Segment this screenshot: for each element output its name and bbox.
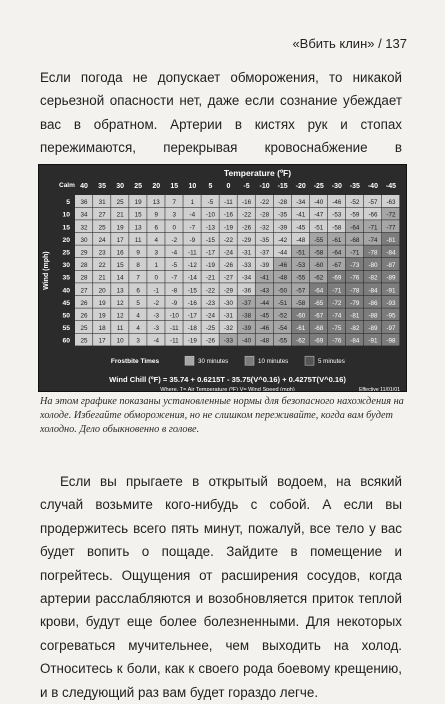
temperature-header: 25 <box>134 183 143 190</box>
cell-value: -31 <box>223 312 234 320</box>
cell-value: 15 <box>116 262 124 270</box>
wind-speed-label: 10 <box>62 211 70 219</box>
cell-value: -27 <box>223 274 234 282</box>
cell-value: -95 <box>386 312 396 320</box>
cell-value: -23 <box>205 299 215 307</box>
cell-value: -48 <box>278 274 288 282</box>
cell-value: -50 <box>278 287 288 295</box>
cell-value: -81 <box>350 312 360 320</box>
temperature-header: -45 <box>385 183 397 190</box>
cell-value: 1 <box>190 199 195 207</box>
wind-speed-label: 55 <box>62 325 70 333</box>
wind-chill-formula: Wind Chill (ºF) = 35.74 + 0.6215T - 35.75(V^0.16) + 0.4275T(V^0.16) <box>109 375 346 385</box>
cell-value: 36 <box>80 199 88 207</box>
temperature-header: 10 <box>188 183 197 190</box>
calm-label: Calm <box>59 182 75 189</box>
cell-value: -84 <box>368 287 378 295</box>
cell-value: -52 <box>350 199 360 207</box>
cell-value: 17 <box>98 337 106 345</box>
cell-value: -41 <box>296 211 306 219</box>
cell-value: -37 <box>260 249 270 257</box>
cell-value: -68 <box>350 236 360 244</box>
cell-value: -98 <box>386 337 396 345</box>
chart-title: Temperature (ºF) <box>223 168 292 178</box>
cell-value: 25 <box>80 325 88 333</box>
cell-value: 0 <box>154 274 159 282</box>
cell-value: -24 <box>223 249 234 257</box>
cell-value: -2 <box>171 236 178 244</box>
wind-speed-label: 35 <box>62 274 70 282</box>
wind-speed-label: 40 <box>62 287 70 295</box>
cell-value: -91 <box>386 287 396 295</box>
wind-speed-label: 15 <box>62 224 70 232</box>
cell-value: -58 <box>332 224 342 232</box>
cell-value: 3 <box>172 211 177 219</box>
cell-value: -29 <box>223 287 234 295</box>
cell-value: -61 <box>296 325 306 333</box>
effective-date: Effective 11/01/01 <box>358 387 400 391</box>
cell-value: -51 <box>314 224 324 232</box>
cell-value: 23 <box>98 249 106 257</box>
cell-value: -8 <box>171 287 178 295</box>
cell-value: 8 <box>136 262 140 270</box>
cell-value: -55 <box>314 236 324 244</box>
cell-value: 6 <box>154 224 159 232</box>
cell-value: 4 <box>136 325 140 333</box>
wind-speed-label: 5 <box>66 199 70 207</box>
cell-value: -4 <box>153 337 160 345</box>
paragraph-2: Если вы прыгаете в открытый водоем, на всякий случай возьмите кого-нибудь с собой. А если вы продержитесь всего пять минут, пожалуй, все тело у вас будет вопить о пощаде. Зайдите в помещение и погрейтесь. Ощущения от расширения сосудов, когда артерии расслабляются и возобновляется приток теплой крови, будут еще более болезненными. Для некоторых согреваться мучительнее, чем выходить на холод. Относитесь к боли, как к своего рода боевому крещению, и в следующий раз вам будет гораздо легче. <box>40 474 402 700</box>
wind-chill-chart <box>38 164 407 392</box>
temperature-header: 30 <box>116 183 125 190</box>
cell-value: 15 <box>134 211 142 219</box>
cell-value: 11 <box>134 236 142 244</box>
cell-value: -61 <box>332 236 342 244</box>
cell-value: -55 <box>278 337 288 345</box>
cell-value: -62 <box>314 274 324 282</box>
temperature-header: 20 <box>152 183 161 190</box>
cell-value: 3 <box>136 337 140 345</box>
cell-value: -66 <box>368 211 378 219</box>
cell-value: -1 <box>153 287 160 295</box>
cell-value: 27 <box>98 211 106 219</box>
cell-value: -4 <box>171 249 178 257</box>
cell-value: -16 <box>223 211 234 219</box>
cell-value: -39 <box>241 325 252 333</box>
cell-value: 16 <box>116 249 124 257</box>
cell-value: -87 <box>386 262 396 270</box>
formula-note: Where, T= Air Temperature (ºF) V= Wind Speed (mph) <box>160 387 295 391</box>
cell-value: 25 <box>80 337 88 345</box>
cell-value: -32 <box>260 224 270 232</box>
figure-caption: На этом графике показаны установленные нормы для безопасного нахождения на холоде. Избегайте обморожения, но не слишком переживайте, когда вам будет холодно. Дело обыкновенно в голове. <box>40 396 404 435</box>
cell-value: -47 <box>314 211 324 219</box>
cell-value: -78 <box>350 287 360 295</box>
cell-value: -46 <box>332 199 342 207</box>
cell-value: -51 <box>296 249 306 257</box>
cell-value: -22 <box>241 211 252 219</box>
wind-speed-label: 45 <box>62 299 70 307</box>
temperature-header: 35 <box>98 183 106 190</box>
cell-value: -5 <box>171 262 178 270</box>
cell-value: -31 <box>241 249 252 257</box>
cell-value: -69 <box>314 337 324 345</box>
cell-value: 27 <box>80 287 88 295</box>
cell-value: 0 <box>172 224 177 232</box>
legend-label: Frostbite Times <box>110 358 160 366</box>
cell-value: -11 <box>224 199 233 207</box>
wind-axis-label: Wind (mph) <box>43 251 50 290</box>
cell-value: -84 <box>386 249 396 257</box>
cell-value: -58 <box>296 299 306 307</box>
cell-value: -39 <box>260 262 270 270</box>
cell-value: -25 <box>205 325 215 333</box>
cell-value: -82 <box>368 274 378 282</box>
cell-value: 32 <box>80 224 88 232</box>
cell-value: -21 <box>205 274 215 282</box>
cell-value: -9 <box>189 236 196 244</box>
cell-value: -4 <box>189 211 196 219</box>
cell-value: -19 <box>187 337 197 345</box>
cell-value: -35 <box>278 211 288 219</box>
cell-value: -40 <box>241 337 252 345</box>
cell-value: 25 <box>98 224 106 232</box>
legend-item: 30 minutes <box>198 358 229 366</box>
cell-value: -33 <box>241 262 252 270</box>
cell-value: 12 <box>116 312 124 320</box>
cell-value: 12 <box>116 299 124 307</box>
cell-value: -59 <box>350 211 360 219</box>
cell-value: -77 <box>386 224 396 232</box>
cell-value: -68 <box>314 325 324 333</box>
cell-value: -26 <box>223 262 234 270</box>
cell-value: 14 <box>116 274 124 282</box>
wind-speed-label: 20 <box>62 236 70 244</box>
cell-value: -64 <box>314 287 324 295</box>
cell-value: 11 <box>116 325 124 333</box>
cell-value: -73 <box>350 262 360 270</box>
cell-value: 24 <box>98 236 106 244</box>
cell-value: -64 <box>332 249 342 257</box>
cell-value: -10 <box>169 312 179 320</box>
cell-value: -19 <box>223 224 234 232</box>
cell-value: -34 <box>296 199 306 207</box>
cell-value: 18 <box>98 325 106 333</box>
cell-value: -48 <box>260 337 270 345</box>
cell-value: 31 <box>98 199 106 207</box>
cell-value: -71 <box>332 287 342 295</box>
cell-value: -11 <box>188 249 197 257</box>
wind-speed-label: 60 <box>62 337 70 345</box>
temperature-header: -35 <box>349 183 360 190</box>
cell-value: 19 <box>98 299 106 307</box>
cell-value: -67 <box>332 262 342 270</box>
wind-speed-label: 50 <box>62 312 70 320</box>
cell-value: -60 <box>296 312 306 320</box>
cell-value: -65 <box>314 299 324 307</box>
cell-value: 6 <box>136 287 140 295</box>
cell-value: -36 <box>241 287 252 295</box>
cell-value: 4 <box>136 312 140 320</box>
cell-value: 17 <box>116 236 124 244</box>
cell-value: -84 <box>350 337 360 345</box>
cell-value: -76 <box>350 274 360 282</box>
cell-value: -89 <box>386 274 396 282</box>
cell-value: -89 <box>368 325 378 333</box>
cell-value: 1 <box>154 262 159 270</box>
cell-value: -88 <box>368 312 378 320</box>
cell-value: 3 <box>154 249 159 257</box>
cell-value: -91 <box>368 337 378 345</box>
wind-speed-label: 30 <box>62 262 70 270</box>
cell-value: 21 <box>98 274 106 282</box>
temperature-header: -25 <box>313 183 324 190</box>
cell-value: -46 <box>278 262 288 270</box>
cell-value: -58 <box>314 249 324 257</box>
cell-value: -67 <box>314 312 324 320</box>
cell-value: -26 <box>205 337 215 345</box>
cell-value: -74 <box>368 236 378 244</box>
cell-value: -32 <box>223 325 234 333</box>
cell-value: -40 <box>314 199 324 207</box>
cell-value: 10 <box>116 337 124 345</box>
cell-value: -16 <box>187 299 197 307</box>
wind-chill-table-svg <box>39 165 406 391</box>
cell-value: -5 <box>207 199 214 207</box>
cell-value: 13 <box>116 287 124 295</box>
cell-value: 34 <box>80 211 88 219</box>
temperature-header: -15 <box>277 183 288 190</box>
cell-value: -48 <box>296 236 306 244</box>
cell-value: -63 <box>386 199 396 207</box>
legend-swatch <box>245 356 254 365</box>
cell-value: -60 <box>314 262 324 270</box>
cell-value: -53 <box>296 262 306 270</box>
cell-value: -17 <box>205 249 215 257</box>
cell-value: -19 <box>205 262 215 270</box>
temperature-header: -40 <box>367 183 378 190</box>
cell-value: 28 <box>80 274 88 282</box>
cell-value: 30 <box>80 236 88 244</box>
temperature-header: 0 <box>226 183 231 190</box>
cell-value: 25 <box>116 199 124 207</box>
cell-value: -55 <box>296 274 306 282</box>
cell-value: -26 <box>241 224 252 232</box>
legend-item: 10 minutes <box>258 358 289 366</box>
cell-value: 29 <box>80 249 88 257</box>
cell-value: -42 <box>278 236 288 244</box>
cell-value: -30 <box>223 299 234 307</box>
cell-value: -45 <box>296 224 306 232</box>
cell-value: -3 <box>153 312 160 320</box>
cell-value: -17 <box>187 312 197 320</box>
cell-value: 13 <box>134 224 142 232</box>
cell-value: -52 <box>278 312 288 320</box>
cell-value: -76 <box>332 337 342 345</box>
cell-value: 4 <box>154 236 159 244</box>
temperature-header: 15 <box>170 183 179 190</box>
legend-swatch <box>185 356 194 365</box>
temperature-header: 40 <box>80 183 88 190</box>
cell-value: -43 <box>260 287 270 295</box>
cell-value: 26 <box>80 299 88 307</box>
cell-value: 20 <box>98 287 106 295</box>
cell-value: -10 <box>205 211 215 219</box>
cell-value: -93 <box>386 299 396 307</box>
cell-value: 9 <box>154 211 159 219</box>
cell-value: 19 <box>134 199 142 207</box>
cell-value: 7 <box>136 274 140 282</box>
cell-value: -22 <box>223 236 234 244</box>
cell-value: 21 <box>116 211 124 219</box>
temperature-header: -20 <box>295 183 306 190</box>
cell-value: -28 <box>278 199 288 207</box>
cell-value: -12 <box>187 262 197 270</box>
cell-value: -24 <box>205 312 215 320</box>
cell-value: -45 <box>260 312 270 320</box>
cell-value: 28 <box>80 262 88 270</box>
cell-value: -82 <box>350 325 360 333</box>
cell-value: -28 <box>260 211 270 219</box>
temperature-header: -30 <box>331 183 342 190</box>
cell-value: -13 <box>205 224 215 232</box>
cell-value: -34 <box>241 274 252 282</box>
cell-value: -57 <box>296 287 306 295</box>
cell-value: -62 <box>296 337 306 345</box>
cell-value: -37 <box>241 299 252 307</box>
cell-value: -41 <box>260 274 270 282</box>
cell-value: -74 <box>332 312 342 320</box>
cell-value: -22 <box>260 199 270 207</box>
temperature-header: 5 <box>208 183 213 190</box>
cell-value: -78 <box>368 249 378 257</box>
cell-value: -15 <box>205 236 215 244</box>
cell-value: -11 <box>169 325 179 333</box>
cell-value: -11 <box>169 337 179 345</box>
cell-value: -71 <box>368 224 378 232</box>
cell-value: 9 <box>136 249 140 257</box>
cell-value: -75 <box>332 325 342 333</box>
cell-value: -14 <box>187 274 197 282</box>
temperature-header: -5 <box>243 183 250 190</box>
cell-value: -7 <box>189 224 196 232</box>
cell-value: -97 <box>386 325 396 333</box>
temperature-header: -10 <box>259 183 270 190</box>
cell-value: -3 <box>153 325 160 333</box>
wind-speed-label: 25 <box>62 249 70 257</box>
cell-value: -2 <box>153 299 160 307</box>
cell-value: 22 <box>98 262 106 270</box>
cell-value: -44 <box>278 249 288 257</box>
cell-value: -72 <box>332 299 342 307</box>
running-header: «Вбить клин» / 137 <box>292 36 407 51</box>
cell-value: -22 <box>205 287 215 295</box>
cell-value: -18 <box>187 325 197 333</box>
cell-value: -39 <box>278 224 288 232</box>
cell-value: -16 <box>241 199 252 207</box>
cell-value: -46 <box>260 325 270 333</box>
cell-value: -38 <box>241 312 252 320</box>
cell-value: -80 <box>368 262 378 270</box>
cell-value: -79 <box>350 299 360 307</box>
cell-value: -51 <box>278 299 288 307</box>
cell-value: 19 <box>116 224 124 232</box>
cell-value: 26 <box>80 312 88 320</box>
cell-value: -72 <box>386 211 396 219</box>
cell-value: -29 <box>241 236 252 244</box>
cell-value: -35 <box>260 236 270 244</box>
paragraph-1: Если погода не допускает обморожения, то никакой серьезной опасности нет, даже если сознание убеждает вас в обратном. Артерии в кистях рук и стопах пережимаются, перекрывая кровоснабжение в <box>40 70 402 156</box>
cell-value: -53 <box>332 211 342 219</box>
cell-value: -86 <box>368 299 378 307</box>
cell-value: 7 <box>172 199 177 207</box>
cell-value: -7 <box>171 274 178 282</box>
cell-value: 5 <box>136 299 140 307</box>
cell-value: -15 <box>187 287 197 295</box>
cell-value: 19 <box>98 312 106 320</box>
legend-swatch <box>305 356 314 365</box>
cell-value: -64 <box>350 224 360 232</box>
cell-value: -71 <box>350 249 360 257</box>
cell-value: -54 <box>278 325 288 333</box>
cell-value: 13 <box>152 199 160 207</box>
cell-value: -9 <box>171 299 178 307</box>
cell-value: -69 <box>332 274 342 282</box>
cell-value: -33 <box>223 337 234 345</box>
cell-value: -81 <box>386 236 396 244</box>
cell-value: -44 <box>260 299 270 307</box>
legend-item: 5 minutes <box>318 358 345 366</box>
cell-value: -57 <box>368 199 378 207</box>
